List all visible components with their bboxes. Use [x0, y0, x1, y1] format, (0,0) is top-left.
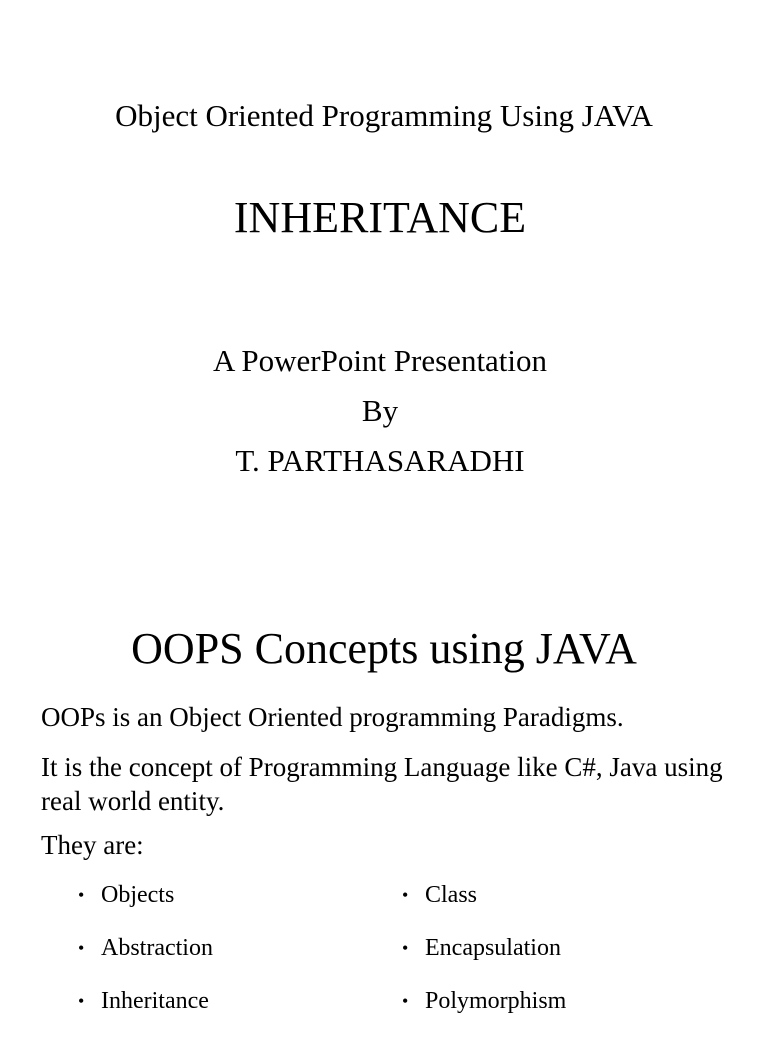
course-title: Object Oriented Programming Using JAVA [115, 98, 653, 133]
bullet-icon: • [402, 938, 409, 958]
author-name: T. PARTHASARADHI [235, 443, 525, 478]
concept-encapsulation: Encapsulation [425, 935, 561, 961]
concept-abstraction: Abstraction [101, 935, 213, 961]
list-item [402, 931, 566, 984]
bullet-icon: • [78, 991, 85, 1011]
slide-title: OOPS Concepts using JAVA [131, 624, 637, 673]
bullet-icon: • [402, 885, 409, 905]
list-item [78, 878, 213, 931]
list-item [402, 984, 566, 1037]
concepts-list-left [78, 878, 213, 1037]
list-intro: They are: [41, 830, 144, 860]
bullet-icon: • [78, 938, 85, 958]
presenter-block [0, 336, 760, 486]
oops-concepts-slide [0, 560, 768, 1024]
by-label: By [361, 393, 399, 428]
list-item [402, 878, 566, 931]
topic-title: INHERITANCE [233, 193, 527, 242]
concept-objects: Objects [101, 882, 175, 908]
concept-class: Class [425, 882, 478, 908]
bullet-icon: • [402, 991, 409, 1011]
list-item [78, 931, 213, 984]
presentation-label: A PowerPoint Presentation [212, 343, 548, 378]
list-item [78, 984, 213, 1037]
concept-paragraph: It is the concept of Programming Language like C#, Java using real world entity. [41, 752, 723, 816]
concepts-list-right [402, 878, 566, 1037]
concept-inheritance: Inheritance [101, 988, 209, 1014]
concept-polymorphism: Polymorphism [425, 988, 567, 1014]
definition-paragraph: OOPs is an Object Oriented programming Paradigms. [41, 702, 624, 732]
bullet-icon: • [78, 885, 85, 905]
